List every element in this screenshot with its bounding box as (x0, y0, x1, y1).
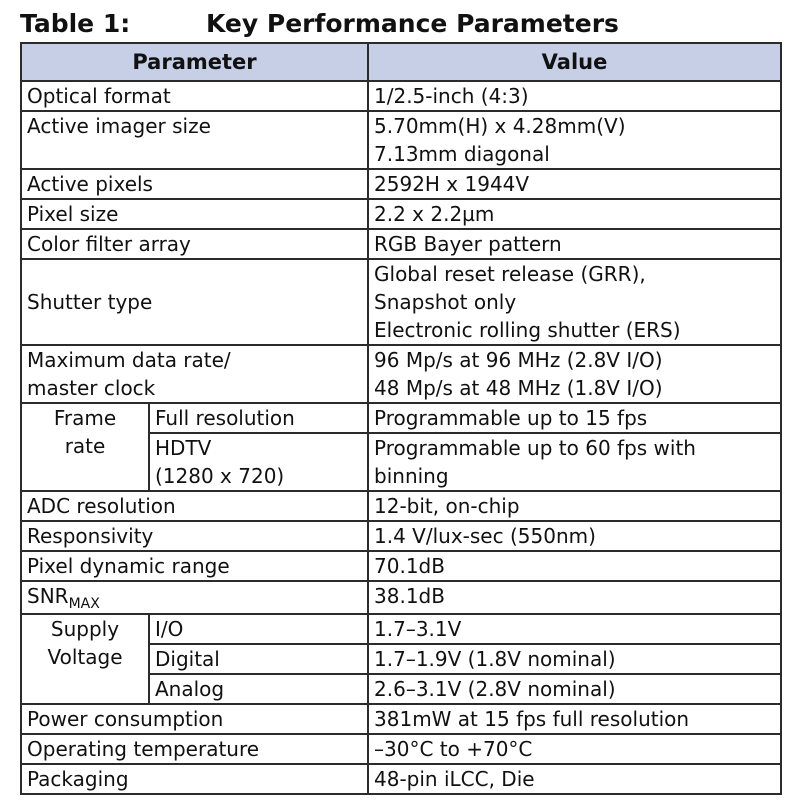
header-value: Value (368, 43, 781, 81)
row-label-pixel-size: Pixel size (21, 199, 368, 229)
row-value-io: 1.7–3.1V (368, 614, 781, 644)
label-line: Frame (53, 406, 117, 430)
sub-label-analog: Analog (149, 674, 368, 704)
value-line: 96 Mp/s at 96 MHz (2.8V I/O) (374, 348, 663, 372)
row-label-power-consumption: Power consumption (21, 704, 368, 734)
value-line: binning (374, 464, 449, 488)
table-row (21, 229, 781, 259)
table-row (21, 614, 781, 644)
table-row (21, 81, 781, 111)
snr-label: SNR (27, 584, 69, 608)
row-label-responsivity: Responsivity (21, 521, 368, 551)
row-value-pixel-dynamic-range: 70.1dB (368, 551, 781, 581)
row-label-active-imager-size: Active imager size (21, 111, 368, 169)
table-row (21, 111, 781, 169)
row-value-packaging: 48-pin iLCC, Die (368, 764, 781, 794)
row-label-color-filter-array: Color filter array (21, 229, 368, 259)
header-row (21, 43, 781, 81)
sub-label-full-resolution: Full resolution (149, 403, 368, 433)
row-label-optical-format: Optical format (21, 81, 368, 111)
value-line: 7.13mm diagonal (374, 142, 550, 166)
label-line: (1280 x 720) (155, 464, 285, 488)
label-line: Supply (50, 617, 120, 641)
row-label-frame-rate (21, 403, 149, 491)
table-number: Table 1: (20, 9, 131, 38)
row-label-pixel-dynamic-range: Pixel dynamic range (21, 551, 368, 581)
row-value-snr-max: 38.1dB (368, 581, 781, 614)
sub-label-io: I/O (149, 614, 368, 644)
value-line: Snapshot only (374, 290, 517, 314)
row-value-analog: 2.6–3.1V (2.8V nominal) (368, 674, 781, 704)
table-row (21, 734, 781, 764)
row-value-active-imager-size (368, 111, 781, 169)
sub-label-hdtv (149, 433, 368, 491)
value-line: Programmable up to 60 fps with (374, 436, 696, 460)
row-value-pixel-size: 2.2 x 2.2µm (368, 199, 781, 229)
value-line: Global reset release (GRR), (374, 262, 646, 286)
table-caption (20, 6, 780, 42)
row-value-color-filter-array: RGB Bayer pattern (368, 229, 781, 259)
table-title: Key Performance Parameters (206, 9, 619, 38)
sub-label-digital: Digital (149, 644, 368, 674)
label-line: Maximum data rate/ (27, 348, 231, 372)
row-value-digital: 1.7–1.9V (1.8V nominal) (368, 644, 781, 674)
label-line: Voltage (47, 645, 123, 669)
table-row (21, 169, 781, 199)
row-value-responsivity: 1.4 V/lux-sec (550nm) (368, 521, 781, 551)
row-value-active-pixels: 2592H x 1944V (368, 169, 781, 199)
table-row (21, 259, 781, 345)
table-row (21, 345, 781, 403)
label-line: HDTV (155, 436, 212, 460)
table-row (21, 551, 781, 581)
row-value-operating-temperature: –30°C to +70°C (368, 734, 781, 764)
row-value-max-data-rate (368, 345, 781, 403)
row-value-hdtv (368, 433, 781, 491)
label-line: master clock (27, 376, 156, 400)
row-label-shutter-type: Shutter type (21, 259, 368, 345)
row-label-max-data-rate (21, 345, 368, 403)
value-line: 5.70mm(H) x 4.28mm(V) (374, 114, 626, 138)
row-value-power-consumption: 381mW at 15 fps full resolution (368, 704, 781, 734)
row-label-supply-voltage (21, 614, 149, 704)
table-row (21, 199, 781, 229)
row-label-adc-resolution: ADC resolution (21, 491, 368, 521)
table-row (21, 764, 781, 794)
row-label-packaging: Packaging (21, 764, 368, 794)
table-row (21, 491, 781, 521)
table-row (21, 704, 781, 734)
row-value-shutter-type (368, 259, 781, 345)
label-line: rate (64, 434, 106, 458)
table-row (21, 521, 781, 551)
row-label-snr-max (21, 581, 368, 614)
key-performance-parameters-table (20, 42, 782, 795)
row-value-full-resolution: Programmable up to 15 fps (368, 403, 781, 433)
header-parameter: Parameter (21, 43, 368, 81)
table-row (21, 581, 781, 614)
row-label-active-pixels: Active pixels (21, 169, 368, 199)
row-value-adc-resolution: 12-bit, on-chip (368, 491, 781, 521)
value-line: 48 Mp/s at 48 MHz (1.8V I/O) (374, 376, 663, 400)
table-row (21, 403, 781, 433)
row-label-operating-temperature: Operating temperature (21, 734, 368, 764)
snr-subscript: MAX (68, 596, 100, 612)
row-value-optical-format: 1/2.5-inch (4:3) (368, 81, 781, 111)
value-line: Electronic rolling shutter (ERS) (374, 318, 681, 342)
